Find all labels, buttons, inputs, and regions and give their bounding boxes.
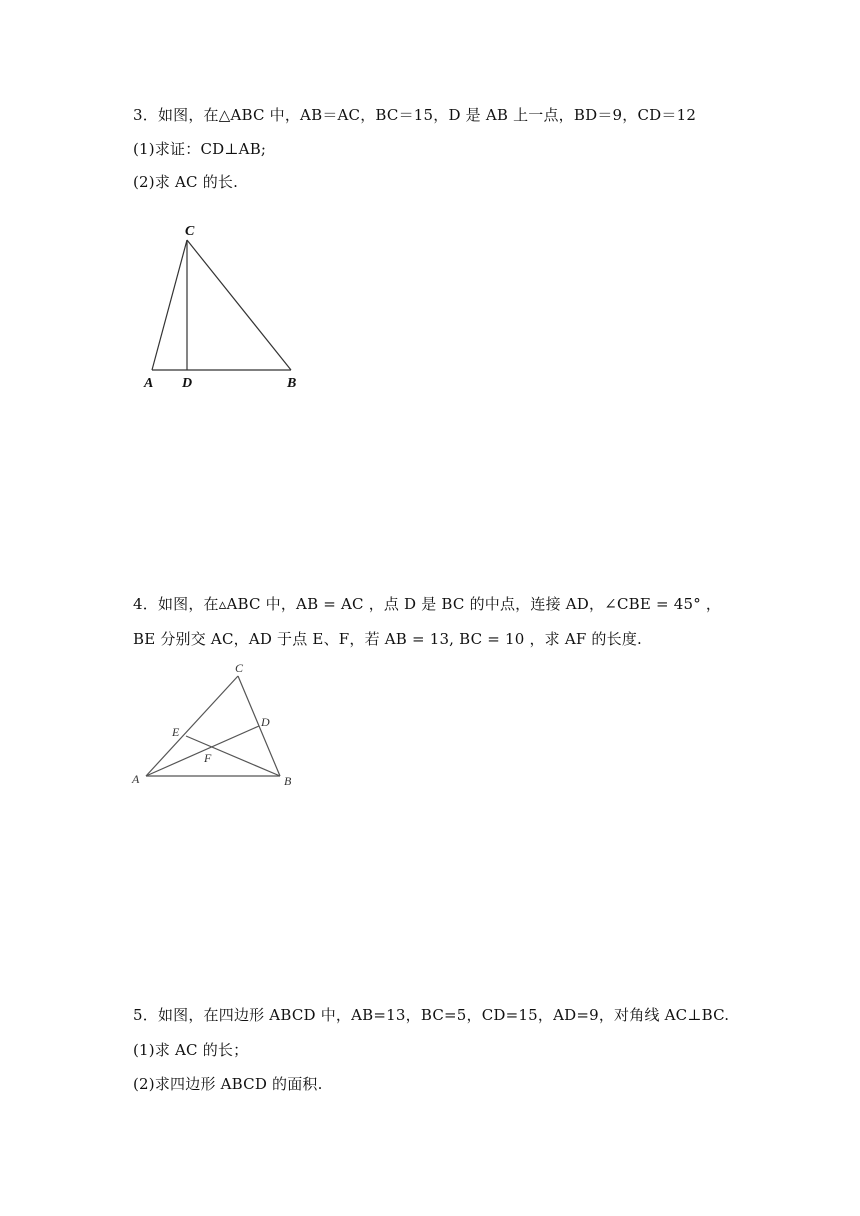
problem-4-stem-line-2: BE 分别交 AC，AD 于点 E、F，若 AB = 13, BC = 10 ，求 AF 的长度. bbox=[133, 630, 643, 648]
problem-3-figure bbox=[135, 215, 315, 400]
label-a: A bbox=[132, 772, 140, 786]
problem-3-stem: 3．如图，在△ABC 中，AB＝AC，BC＝15，D 是 AB 上一点，BD＝9，CD＝12 bbox=[133, 106, 697, 124]
problem-4-figure bbox=[128, 658, 308, 793]
segment-ac bbox=[146, 676, 238, 776]
problem-4-stem-line-1: 4．如图，在▵ABC 中，AB = AC ，点 D 是 BC 的中点，连接 AD，∠CBE = 45° ， bbox=[133, 595, 722, 613]
problem-3-part-1: (1)求证：CD⊥AB; bbox=[133, 140, 267, 158]
label-e: E bbox=[172, 725, 180, 739]
label-a: A bbox=[144, 376, 154, 391]
problem-5-part-2: (2)求四边形 ABCD 的面积. bbox=[133, 1075, 323, 1093]
problem-3-part-2: (2)求 AC 的长. bbox=[133, 173, 239, 191]
label-c: C bbox=[185, 224, 195, 239]
segment-ac bbox=[152, 240, 187, 370]
problem-5-stem: 5．如图，在四边形 ABCD 中，AB=13，BC=5，CD=15，AD=9，对角线 AC⊥BC. bbox=[133, 1006, 730, 1024]
label-c: C bbox=[235, 661, 244, 675]
label-b: B bbox=[287, 376, 297, 391]
label-d: D bbox=[182, 376, 193, 391]
label-b: B bbox=[284, 774, 292, 788]
label-d: D bbox=[261, 715, 270, 729]
segment-ad bbox=[146, 726, 259, 776]
segment-bc bbox=[187, 240, 291, 370]
problem-5-part-1: (1)求 AC 的长； bbox=[133, 1041, 249, 1059]
label-f: F bbox=[204, 751, 212, 765]
